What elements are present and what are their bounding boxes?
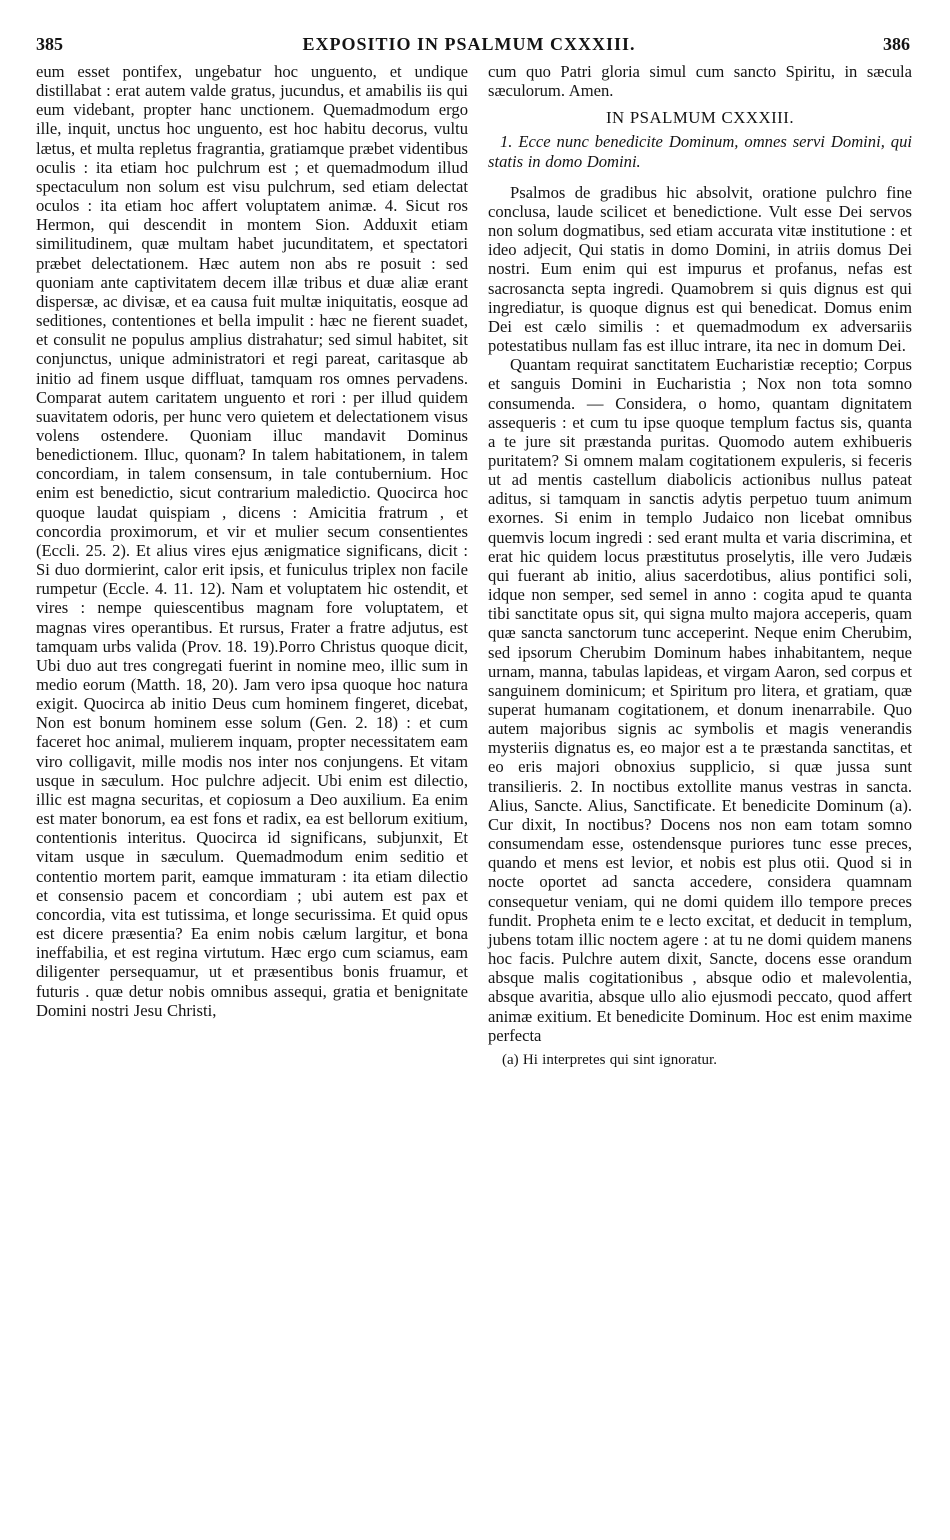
commentary-paragraph-2: Quantam requirat sanctitatem Eucharistiæ receptio; Corpus et sanguis Domini in Eucharistia ; Nox non tota somno consumenda. — Considera, o homo, quantam dignitatem assequeris : et cum tu ipse quoque templum factus sis, quanta a te jure sit præstanda puritas. Quomodo autem exhibueris puritatem? Si omnem malam cogitationem expuleris, si feceris ut ad mentis castellum diabolicis actionibus nullus pateat aditus, si tamquam in sanctis adytis perpetuo tuum animum exornes. Si enim in templo Judaico non licebat omnibus quemvis locum ingredi : sed erant multa et varia discrimina, et erat hic quidem locus præstitutus proselytis, ille vero Judæis qui fuerant ab initio, alius sacerdotibus, alius pontifici soli, idque non semper, sed semel in anno : cogita apud te quanta tibi sanctitate opus sit, qui signa multo majora acceperis, quam quæ sancta sanctorum tunc acceperint. Neque enim Cherubim, sed ipsorum Cherubim Dominum habes inhabitantem, neque urnam, manna, tabulas lapideas, et virgam Aaron, sed corpus et sanguinem dominicum; et Spiritum pro litera, et gratiam, quæ superat humanam cogitationem, et donum inenarrabile. Quo autem majoribus signis ac symbolis et magis venerandis mysteriis dignatus es, eo major est a te præstanda sanctitas, et eo eris majori obnoxius supplicio, si quæ jussa sunt transilieris. 2. In noctibus extollite manus vestras in sancta. Alius, Sancte. Alius, Sanctificate. Et benedicite Dominum (a). Cur dixit, In noctibus? Docens nos non eam totam somno consumendam esse, ostendensque puriores tunc esse preces, quando et mens est levior, et nobis est plus otii. Quod si in nocte oportet ad sancta accedere, considera quamnam consequetur veniam, qui ne domi quidem illo tempore preces fundit. Propheta enim te e lecto excitat, et deducit in templum, jubens totam illic noctem agere : at tu ne domi quidem manens hoc facis. Pulchre autem dixit, Sancte, docens esse orandum absque malis cogitationibus , absque odio et malevolentia, absque avaritia, absque ullo alio ejusmodi peccato, quod affert animæ exitium. Et benedicite Dominum. Hoc est enim maxime perfecta: [488, 355, 912, 1045]
left-column: [36, 62, 468, 1020]
section-title: IN PSALMUM CXXXIII.: [605, 108, 795, 128]
running-title: EXPOSITIO IN PSALMUM CXXXIII.: [302, 34, 636, 54]
left-column-text: eum esset pontifex, ungebatur hoc unguento, et undique distillabat : erat autem valde gratus, jucundus, et amabilis iis qui eum videbant, propter hanc unctionem. Quemadmodum ergo ille, inquit, unctus hoc unguento, est hoc habitu decorus, vultu lætus, et multa repletus fragrantia, gratiamque præbet videntibus oculis : ita etiam hoc pulchrum est ; et quemadmodum illud spectaculum non solum est visu pulchrum, sed etiam delectat oculos : ita etiam hoc affert voluptatem animæ. 4. Sicut ros Hermon, qui descendit in montem Sion. Adduxit etiam similitudinem, quæ multam habet jucunditatem, et spectatori præbet delectationem. Hæc autem non abs re posuit : sed quoniam ante captivitatem decem illæ tribus et duæ aliæ erant dispersæ, ac divisæ, et ea causa fuit multæ iniquitatis, eosque ad seditiones, contentiones et bella impulit : hæc ne fierent suadet, et consulit ne populus amplius distrahatur; sed simul habitet, sit conjunctus, unique administratori et regi pareat, caritasque ab initio ad finem usque diffluat, tamquam ros omnes pervadens. Comparat autem caritatem unguento et rori : per illud quidem suavitatem odoris, per hunc vero quietem et delectationem visus volens ostendere. Quoniam illuc mandavit Dominus benedictionem. Illuc, quonam? In talem habitationem, in talem concordiam, in talem consensum, in tale contubernium. Hoc enim est benedictio, sicut contrarium maledictio. Quocirca hoc quoque laudat quispiam , dicens : Amicitia fratrum , et concordia proximorum, et vir et mulier secum consentientes (Eccli. 25. 2). Et alius vires ejus ænigmatice significans, dicit : Si duo dormierint, calor erit ipsis, et funiculus triplex non facile rumpetur (Eccle. 4. 11. 12). Nam et voluptatem hic ostendit, et vires : nempe quiescentibus magnam fore voluptatem, et magnas vires operantibus. Et rursus, Frater a fratre adjutus, est tamquam urbs valida (Prov. 18. 19).Porro Christus quoque dicit, Ubi duo aut tres congregati fuerint in nomine meo, illic sum in medio eorum (Matth. 18, 20). Jam vero ipsa quoque hoc natura exigit. Quocirca ab initio Deus cum hominem fingeret, dicebat, Non est bonum hominem esse solum (Gen. 2. 18) : et cum faceret hoc animal, mulierem inquam, propter necessitatem eam viro colligavit, mille modis nos inter nos conjungens. Et vitam usque in sæculum. Hoc pulchre adjecit. Ubi enim est dilectio, illic est magna securitas, et copiosum a Deo auxilium. Ea enim est mater bonorum, ea est fons et radix, ea est bellorum exitium, contentionis interitus. Quocirca id significans, subjunxit, Et vitam usque in sæculum. Quemadmodum enim seditio et contentio mortem parit, eamque immaturam : ita etiam dilectio et consensio pacem et concordiam ; ubi autem est pax et concordia, vita est tutissima, et longe securissima. Et quid opus est dicere præsentia? Ea enim nobis cælum largitur, et bona ineffabilia, et est regina virtutum. Hæc ergo cum sciamus, eam diligenter persequamur, ut et præsentibus bonis fruamur, et futuris . quæ detur nobis omnibus assequi, gratia et benignitate Domini nostri Jesu Christi,: [36, 62, 468, 1020]
psalm-verse: 1. Ecce nunc benedicite Dominum, omnes servi Domini, qui statis in domo Domini.: [488, 132, 912, 171]
right-column: [488, 62, 912, 1070]
running-header: [28, 34, 910, 58]
doxology-closing: cum quo Patri gloria simul cum sancto Spiritu, in sæcula sæculorum. Amen.: [488, 62, 912, 101]
page-number-left: 385: [36, 34, 63, 54]
footnote: (a) Hi interpretes qui sint ignoratur.: [502, 1051, 717, 1068]
page-number-right: 386: [883, 34, 910, 54]
commentary-paragraph-1: Psalmos de gradibus hic absolvit, oratione pulchro fine conclusa, laude scilicet et benedictione. Vult esse Dei servos non solum dogmatibus, sed etiam accurata vitæ institutione : et ideo adjecit, Qui statis in domo Domini, in atriis domus Dei nostri. Eum enim qui est impurus et profanus, nefas est sacrosancta septa ingredi. Quamobrem si quis dignus est qui ingrediatur, is quoque dignus est qui benedicat. Domus enim Dei est cælo similis : et quemadmodum ex adversariis potestatibus nullam fas est illuc intrare, ita nec in domum Dei.: [488, 182, 912, 356]
